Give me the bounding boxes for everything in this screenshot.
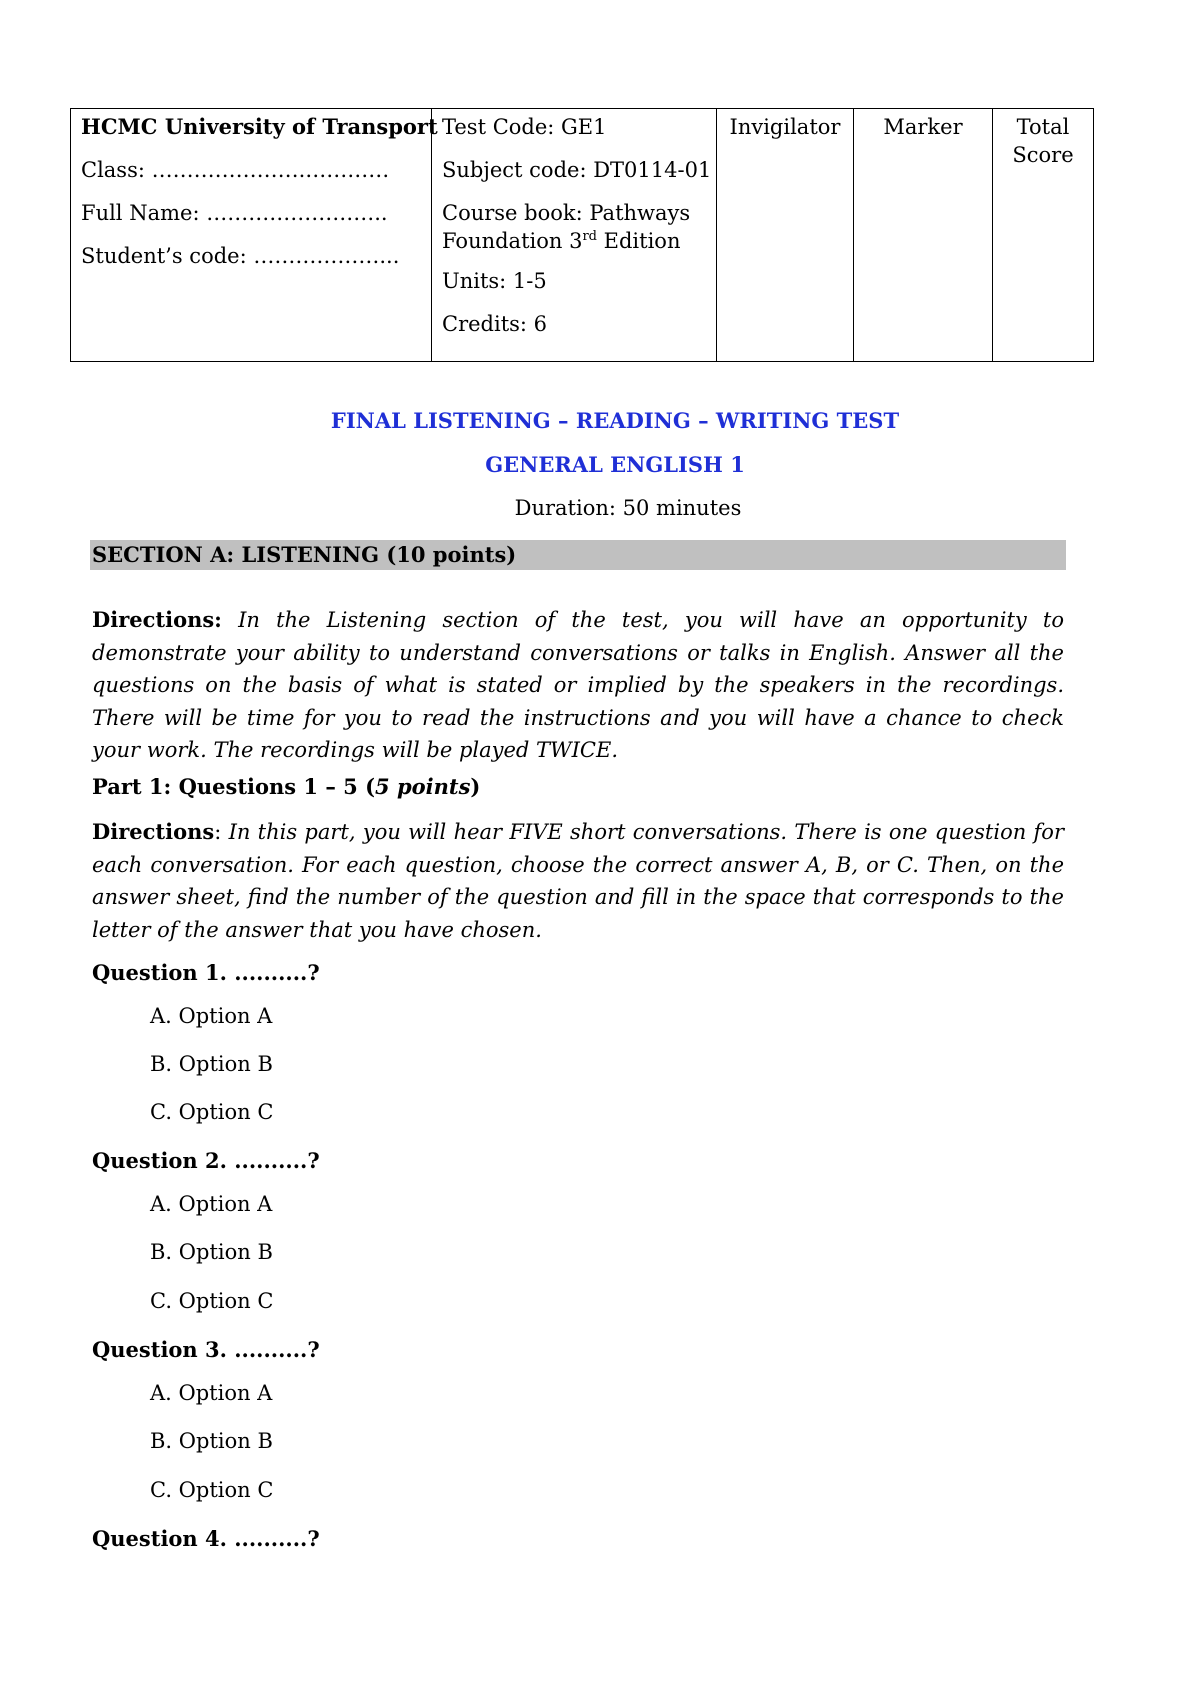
part-1-directions-label: Directions (92, 819, 215, 844)
question-1: Question 1. ..........? (92, 960, 320, 985)
section-a-heading: SECTION A: LISTENING (10 points) (92, 542, 517, 567)
part-1-heading (92, 774, 480, 799)
course-book (442, 199, 706, 255)
directions-label: Directions: (92, 607, 222, 632)
part-1-directions-colon: : (214, 820, 229, 844)
question-2-option-c: C. Option C (150, 1289, 274, 1313)
part-1-points: 5 points (375, 774, 471, 799)
question-3-option-b: B. Option B (150, 1429, 273, 1453)
university-name: HCMC University of Transport (81, 114, 438, 139)
units: Units: 1-5 (442, 269, 547, 293)
question-3-option-a: A. Option A (150, 1381, 273, 1405)
question-2-option-a: A. Option A (150, 1192, 273, 1216)
full-name-field: Full Name: …………………….. (81, 201, 388, 225)
question-3-option-c: C. Option C (150, 1478, 274, 1502)
part-1-directions (92, 816, 1064, 946)
question-1-option-a: A. Option A (150, 1004, 273, 1028)
test-code: Test Code: GE1 (442, 115, 607, 139)
question-4: Question 4. ..........? (92, 1526, 320, 1551)
question-2: Question 2. ..........? (92, 1148, 320, 1173)
test-info-cell (432, 109, 717, 362)
course-book-sup: rd (582, 229, 597, 244)
section-a-heading-bar (90, 540, 1066, 570)
exam-header-table (70, 108, 1094, 362)
question-1-option-b: B. Option B (150, 1052, 273, 1076)
question-2-option-b: B. Option B (150, 1240, 273, 1264)
total-score-cell (993, 109, 1094, 362)
course-book-suffix: Edition (596, 229, 681, 253)
course-book-prefix: Course book: Pathways Foundation 3 (442, 201, 691, 253)
class-field: Class: ………………….………… (81, 158, 390, 182)
marker-label: Marker (883, 115, 963, 139)
total-score-label: Total Score (1012, 115, 1074, 167)
subject-code: Subject code: DT0114-01 (442, 158, 712, 182)
duration: Duration: 50 minutes (514, 496, 742, 520)
invigilator-cell (717, 109, 854, 362)
part-1-directions-text: In this part, you will hear FIVE short conversations. There is one question for each conversation. For each question, choose the correct answer A, B, or C. Then, on the answer sheet, find the number of the question and fill in the space that corresponds to the letter of the answer that you have chosen. (92, 820, 1064, 942)
test-title: FINAL LISTENING – READING – WRITING TEST (330, 408, 900, 433)
question-1-option-c: C. Option C (150, 1100, 274, 1124)
question-3: Question 3. ..........? (92, 1337, 320, 1362)
student-info-cell (71, 109, 438, 362)
invigilator-label: Invigilator (729, 115, 841, 139)
directions-text: In the Listening section of the test, you will have an opportunity to demonstrate your ability to understand conversations or talks in English. Answer all the questions on the basis of what is stated or implied by the speakers in the recordings. There will be time for you to read the instructions and you will have a chance to check your work. The recordings will be played TWICE. (92, 608, 1064, 762)
part-1-heading-prefix: Part 1: Questions 1 – 5 ( (92, 774, 376, 799)
part-1-heading-suffix: ) (470, 774, 481, 799)
marker-cell (854, 109, 993, 362)
course-title: GENERAL ENGLISH 1 (485, 452, 745, 477)
section-a-directions (92, 604, 1064, 767)
student-code-field: Student’s code: ………………... (81, 244, 400, 268)
credits: Credits: 6 (442, 312, 548, 336)
